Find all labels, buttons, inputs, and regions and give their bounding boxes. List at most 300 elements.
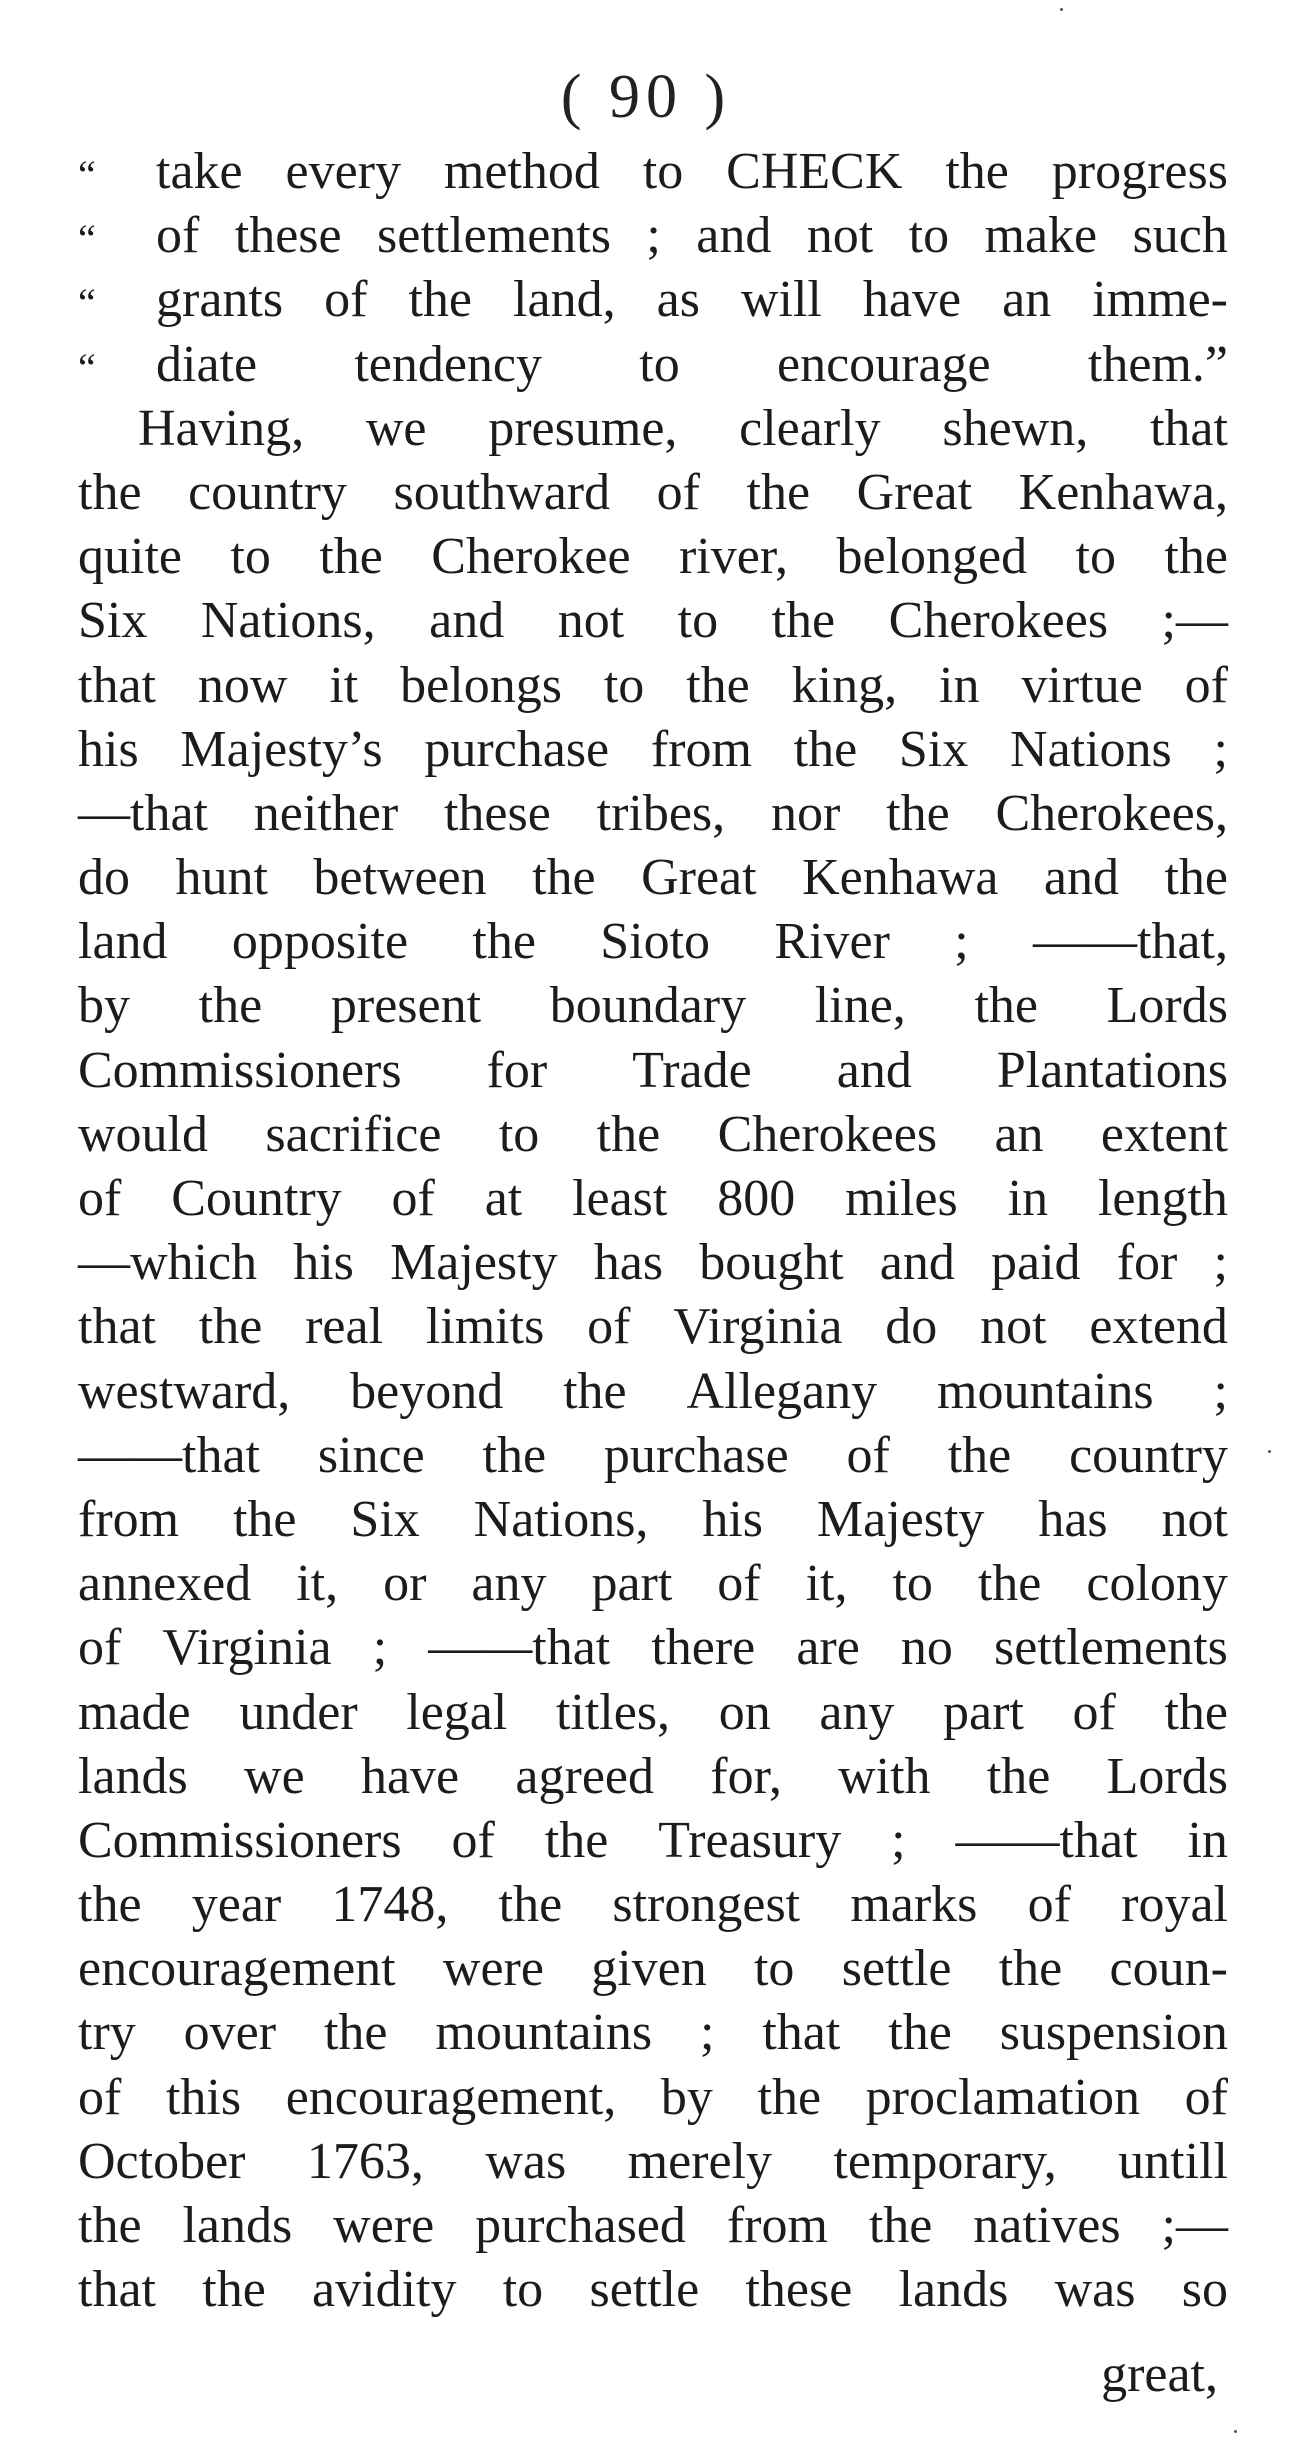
word: Nations, — [473, 1490, 649, 1548]
word: method — [443, 143, 600, 200]
word: to — [892, 1555, 933, 1613]
word: Plantations — [996, 1041, 1228, 1099]
word: every — [285, 143, 401, 200]
text-line — [78, 589, 1228, 653]
text-line — [78, 1360, 1228, 1424]
word: the — [974, 977, 1038, 1035]
text-line — [78, 910, 1228, 974]
word: made — [78, 1683, 191, 1741]
word: these — [234, 207, 342, 265]
word: mountains — [435, 2004, 653, 2062]
word: line, — [814, 977, 906, 1035]
word: that — [78, 2261, 156, 2319]
body-text — [78, 140, 1228, 2322]
word: part — [591, 1555, 673, 1613]
word: the — [868, 2197, 933, 2254]
word: the — [986, 1747, 1051, 1805]
word: the — [319, 528, 383, 586]
word: have — [360, 1747, 460, 1805]
word: marks — [850, 1876, 978, 1934]
word: purchase — [603, 1426, 789, 1484]
word: least — [572, 1170, 668, 1227]
word: the — [886, 784, 950, 842]
word: his — [78, 720, 139, 778]
word: the — [323, 2004, 388, 2062]
word: not — [557, 592, 625, 650]
word: ; — [646, 207, 661, 265]
word: we — [365, 399, 427, 457]
word: to — [1075, 528, 1116, 586]
word: belonged — [836, 528, 1028, 586]
word: and — [429, 592, 505, 650]
word: the — [532, 849, 596, 907]
word: the — [498, 1876, 563, 1934]
word: neither — [253, 784, 399, 842]
word: royal — [1121, 1876, 1228, 1934]
word: to — [642, 143, 684, 200]
word: encouragement — [78, 1940, 396, 1998]
word: Majesty’s — [180, 720, 383, 778]
word: untill — [1118, 2132, 1228, 2190]
text-line — [78, 1745, 1228, 1809]
word: River — [774, 913, 890, 971]
word: the — [1164, 528, 1228, 586]
word: Treasury — [658, 1811, 842, 1869]
word: the — [544, 1811, 609, 1869]
word: the — [1164, 1683, 1228, 1741]
word: purchased — [475, 2197, 686, 2254]
word: of — [1184, 2068, 1228, 2126]
word: that — [78, 656, 156, 714]
word: CHECK — [726, 143, 903, 200]
word: for — [1116, 1234, 1178, 1292]
word: Commissioners — [78, 1811, 402, 1869]
word: with — [838, 1747, 931, 1805]
word: it — [329, 656, 359, 714]
word: Six — [898, 720, 969, 778]
word: to — [908, 207, 950, 265]
word: lands — [78, 1747, 188, 1805]
text-line — [78, 140, 1228, 204]
word: country — [188, 463, 347, 521]
word: as — [656, 271, 700, 329]
word: virtue — [1021, 656, 1143, 714]
page-number: ( 90 ) — [560, 63, 732, 131]
text-line — [78, 1424, 1228, 1488]
word: of — [451, 1811, 495, 1869]
word: from — [650, 720, 752, 778]
word: of — [846, 1426, 890, 1484]
word: paid — [991, 1234, 1081, 1292]
word: try — [78, 2004, 136, 2062]
word: ——that, — [1032, 913, 1228, 971]
word: Virginia — [162, 1619, 332, 1677]
word: to — [603, 656, 645, 714]
text-line — [78, 1103, 1228, 1167]
word: the — [408, 271, 473, 329]
text-line — [78, 2130, 1228, 2194]
word: the — [472, 913, 536, 971]
word: shewn, — [942, 399, 1089, 457]
word: Trade — [632, 1041, 752, 1099]
text-line — [78, 1616, 1228, 1680]
text-line — [78, 1552, 1228, 1616]
quote-mark: “ — [78, 344, 96, 390]
word: clearly — [739, 399, 881, 457]
word: have — [862, 271, 962, 329]
word: present — [330, 977, 482, 1035]
word: 800 — [717, 1170, 796, 1227]
text-line — [78, 2194, 1228, 2258]
word: 1763, — [306, 2132, 424, 2190]
word: lands — [898, 2261, 1009, 2319]
print-speck — [1268, 1450, 1271, 1453]
word: the — [78, 2197, 142, 2254]
word: to — [502, 2261, 544, 2319]
print-speck — [1234, 2430, 1237, 2433]
word: settlements — [377, 207, 611, 265]
word: has — [1038, 1490, 1108, 1548]
word: the — [888, 2004, 952, 2062]
text-line — [78, 2001, 1228, 2065]
word: by — [660, 2068, 713, 2126]
word: do — [885, 1298, 938, 1356]
word: annexed — [78, 1555, 252, 1613]
word: diate — [156, 335, 258, 393]
quote-mark: “ — [78, 280, 96, 326]
word: the — [198, 977, 263, 1035]
word: presume, — [488, 399, 678, 457]
word: at — [484, 1170, 523, 1227]
word: southward — [393, 463, 611, 521]
word: agreed — [515, 1747, 654, 1805]
word: Commissioners — [78, 1041, 402, 1099]
word: temporary, — [833, 2132, 1057, 2190]
word: take — [156, 143, 243, 200]
word: strongest — [612, 1876, 801, 1934]
word: Lords — [1106, 977, 1228, 1035]
text-line — [78, 2066, 1228, 2130]
word: the — [78, 463, 142, 521]
word: to — [753, 1940, 795, 1998]
quote-text — [156, 333, 1228, 397]
text-line — [78, 782, 1228, 846]
word: Cherokees — [888, 592, 1109, 650]
word: we — [244, 1747, 305, 1805]
word: the — [757, 2068, 822, 2126]
word: given — [591, 1940, 707, 1998]
word: since — [317, 1426, 425, 1484]
text-line — [78, 2258, 1228, 2322]
word: westward, — [78, 1362, 291, 1420]
word: extent — [1100, 1105, 1228, 1163]
word: the — [482, 1426, 547, 1484]
word: Cherokees, — [995, 784, 1228, 842]
word: do — [78, 849, 130, 907]
word: these — [443, 784, 551, 842]
quote-text — [156, 268, 1228, 332]
word: in — [939, 656, 980, 714]
word: for — [486, 1041, 548, 1099]
word: them.” — [1087, 335, 1228, 393]
word: ;— — [1161, 2197, 1228, 2254]
word: merely — [627, 2132, 772, 2190]
word: to — [230, 528, 271, 586]
word: Kenhawa — [802, 849, 999, 907]
word: over — [183, 2004, 277, 2062]
word: Virginia — [673, 1298, 843, 1356]
word: that — [1149, 399, 1228, 457]
word: for, — [710, 1747, 782, 1805]
word: king, — [791, 656, 898, 714]
word: the — [945, 143, 1009, 200]
word: imme- — [1092, 271, 1228, 329]
word: in — [1007, 1170, 1049, 1227]
word: real — [305, 1298, 384, 1356]
word: an — [1002, 271, 1052, 329]
word: lands — [182, 2197, 293, 2254]
word: of — [78, 1170, 122, 1227]
word: boundary — [549, 977, 747, 1035]
word: ; — [1213, 1234, 1228, 1292]
quote-text — [156, 204, 1228, 268]
word: not — [1161, 1490, 1228, 1548]
word: country — [1069, 1426, 1228, 1484]
word: Country — [171, 1170, 342, 1227]
word: under — [239, 1683, 358, 1741]
word: river, — [678, 528, 789, 586]
word: suspension — [999, 2004, 1228, 2062]
text-line — [78, 1488, 1228, 1552]
word: on — [718, 1683, 771, 1741]
word: any — [819, 1683, 895, 1741]
word: the — [232, 1490, 297, 1548]
word: Nations, — [200, 592, 376, 650]
word: Six — [78, 592, 148, 650]
word: to — [639, 335, 680, 393]
word: from — [78, 1490, 180, 1548]
word: the — [1164, 849, 1228, 907]
word: tendency — [354, 335, 543, 393]
word: and — [879, 1234, 955, 1292]
word: was — [1054, 2261, 1136, 2319]
word: ——that — [428, 1619, 611, 1677]
word: such — [1132, 207, 1228, 265]
word: tribes, — [596, 784, 726, 842]
word: it, — [805, 1555, 848, 1613]
word: Sioto — [600, 913, 711, 971]
word: part — [943, 1683, 1024, 1741]
word: of — [1027, 1876, 1071, 1934]
word: Lords — [1106, 1747, 1228, 1805]
word: natives — [973, 2197, 1121, 2254]
word: length — [1097, 1170, 1228, 1227]
word: and — [1043, 849, 1119, 907]
print-speck — [1060, 8, 1063, 11]
word: belongs — [400, 656, 562, 714]
word: encouragement, — [285, 2068, 617, 2126]
word: of — [156, 207, 200, 265]
quote-mark: “ — [78, 216, 96, 262]
word: Majesty — [390, 1234, 558, 1292]
word: has — [593, 1234, 664, 1292]
word: opposite — [231, 913, 409, 971]
word: titles, — [555, 1683, 671, 1741]
text-line — [78, 654, 1228, 718]
word: there — [651, 1619, 756, 1677]
word: the — [977, 1555, 1042, 1613]
word: these — [745, 2261, 853, 2319]
word: the — [746, 463, 811, 521]
word: the — [998, 1940, 1063, 1998]
text-line — [78, 268, 1228, 332]
word: Cherokee — [431, 528, 631, 586]
word: between — [313, 849, 487, 907]
word: the — [563, 1362, 627, 1420]
word: hunt — [175, 849, 268, 907]
text-line — [78, 1295, 1228, 1359]
text-line — [78, 1809, 1228, 1873]
word: beyond — [350, 1362, 504, 1420]
word: progress — [1051, 143, 1228, 200]
word: ;— — [1161, 592, 1228, 650]
word: or — [383, 1555, 427, 1613]
word: so — [1181, 2261, 1228, 2319]
word: no — [900, 1619, 953, 1677]
text-line — [78, 974, 1228, 1038]
word: grants — [156, 271, 284, 329]
word: the — [78, 1876, 142, 1934]
word: ——that — [78, 1426, 260, 1484]
word: were — [333, 2197, 435, 2254]
word: the — [596, 1105, 661, 1163]
word: land — [78, 913, 168, 971]
word: of — [656, 463, 700, 521]
word: —that — [78, 784, 208, 842]
word: to — [677, 592, 719, 650]
catchword: great, — [1101, 2346, 1218, 2403]
word: of — [1072, 1683, 1116, 1741]
word: make — [984, 207, 1098, 265]
word: Kenhawa, — [1018, 463, 1228, 521]
quote-text — [156, 140, 1228, 204]
word: of — [717, 1555, 761, 1613]
word: extend — [1089, 1298, 1228, 1356]
word: of — [391, 1170, 435, 1227]
word: and — [696, 207, 772, 265]
word: Great — [641, 849, 757, 907]
quote-mark: “ — [78, 152, 96, 197]
word: Having, — [138, 399, 305, 457]
word: encourage — [777, 335, 991, 393]
text-line — [78, 1681, 1228, 1745]
word: not — [980, 1298, 1047, 1356]
word: the — [793, 720, 858, 778]
word: of — [1184, 656, 1228, 714]
word: were — [442, 1940, 544, 1998]
text-line — [78, 1039, 1228, 1103]
word: are — [796, 1619, 860, 1677]
word: of — [587, 1298, 631, 1356]
word: any — [471, 1555, 547, 1613]
word: land, — [513, 271, 616, 329]
word: bought — [699, 1234, 844, 1292]
word: quite — [78, 528, 182, 586]
word: ; — [891, 1811, 906, 1869]
word: year — [191, 1876, 282, 1934]
word: purchase — [424, 720, 610, 778]
word: to — [498, 1105, 540, 1163]
word: was — [485, 2132, 567, 2190]
word: and — [836, 1041, 912, 1099]
word: avidity — [312, 2261, 457, 2319]
word: now — [197, 656, 288, 714]
word: his — [293, 1234, 354, 1292]
text-line — [78, 1167, 1228, 1231]
word: coun- — [1109, 1940, 1228, 1998]
text-line — [78, 525, 1228, 589]
word: not — [806, 207, 874, 265]
word: October — [78, 2132, 246, 2190]
word: miles — [845, 1170, 958, 1227]
word: settle — [589, 2261, 700, 2319]
word: the — [771, 592, 836, 650]
word: from — [726, 2197, 828, 2254]
word: ; — [1213, 1362, 1228, 1420]
word: 1748, — [331, 1876, 449, 1934]
word: of — [324, 271, 368, 329]
word: Allegany — [686, 1362, 878, 1420]
word: limits — [425, 1298, 545, 1356]
word: the — [202, 2261, 266, 2319]
word: would — [78, 1105, 208, 1163]
word: that — [78, 1298, 156, 1356]
text-line — [78, 204, 1228, 268]
word: Six — [350, 1490, 420, 1548]
text-line — [78, 333, 1228, 397]
word: in — [1187, 1811, 1228, 1869]
word: sacrifice — [265, 1105, 442, 1163]
text-line — [78, 1937, 1228, 2001]
word: the — [198, 1298, 263, 1356]
word: ; — [1213, 720, 1228, 778]
word: proclamation — [865, 2068, 1141, 2126]
word: of — [78, 1619, 122, 1677]
word: ; — [954, 913, 969, 971]
word: Nations — [1010, 720, 1172, 778]
word: his — [702, 1490, 764, 1548]
word: it, — [296, 1555, 339, 1613]
word: colony — [1086, 1555, 1228, 1613]
word: this — [165, 2068, 242, 2126]
word: ——that — [955, 1811, 1138, 1869]
text-line — [78, 846, 1228, 910]
word: settle — [841, 1940, 952, 1998]
word: mountains — [937, 1362, 1154, 1420]
word: nor — [770, 784, 841, 842]
word: legal — [406, 1683, 508, 1741]
word: of — [78, 2068, 122, 2126]
text-line — [78, 461, 1228, 525]
word: the — [686, 656, 750, 714]
word: by — [78, 977, 130, 1035]
word: Cherokees — [717, 1105, 938, 1163]
word: Majesty — [816, 1490, 985, 1548]
text-line — [78, 1231, 1228, 1295]
word: will — [740, 271, 822, 329]
word: Great — [856, 463, 973, 521]
text-line — [78, 1873, 1228, 1937]
